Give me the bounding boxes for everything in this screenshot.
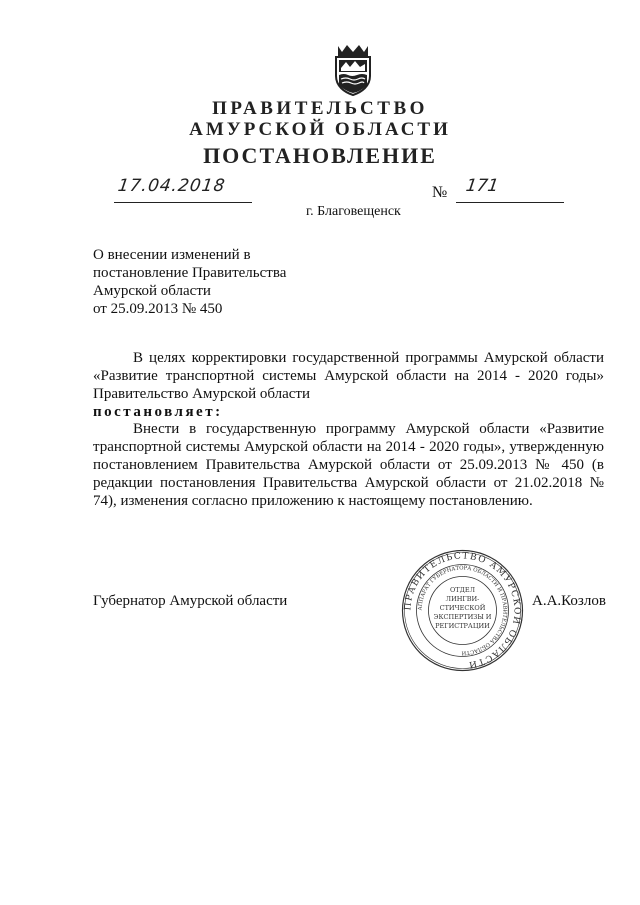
stamp-center-line: ЛИНГВИ-: [445, 595, 480, 603]
subject-line: О внесении изменений в: [93, 247, 251, 263]
official-stamp: [400, 548, 525, 673]
subject-line: Амурской области: [93, 283, 211, 299]
resolves-word: постановляет:: [93, 404, 223, 420]
main-paragraph: Внести в государственную программу Амурской области «Развитие транспортной системы Амурской области на 2014 - 2020 годы», утвержденную постановлением Правительства Амурской области от 25.09.2013 № 450 (в редакции постановления Правительства Амурской области от 21.02.2018 № 74), изменения согласно приложению к настоящему постановлению.: [93, 421, 604, 509]
signer-name: А.А.Козлов: [532, 593, 606, 609]
subject-line: от 25.09.2013 № 450: [93, 301, 223, 317]
government-title: ПРАВИТЕЛЬСТВО: [212, 98, 428, 119]
signer-role: Губернатор Амурской области: [93, 593, 288, 609]
preamble-text: В целях корректировки государственной программы Амурской области «Развитие транспортной системы Амурской области на 2014 - 2020 годы» Правительство Амурской области: [93, 350, 604, 402]
coat-of-arms-icon: [330, 40, 376, 96]
stamp-inner-text: АППАРАТ ГУБЕРНАТОРА ОБЛАСТИ И ПРАВИТЕЛЬСТВА ОБЛАСТИ: [417, 565, 508, 656]
document-subject: [93, 246, 286, 318]
city-name: г. Благовещенск: [306, 204, 401, 219]
number-label: №: [432, 184, 448, 201]
stamp-outer-text: ПРАВИТЕЛЬСТВО АМУРСКОЙ ОБЛАСТИ: [403, 551, 522, 670]
document-date: 17.04.2018: [116, 176, 227, 196]
stamp-center-line: СТИЧЕСКОЙ: [439, 604, 486, 612]
region-title: АМУРСКОЙ ОБЛАСТИ: [189, 119, 451, 140]
stamp-center-line: ЭКСПЕРТИЗЫ И: [433, 613, 492, 621]
stamp-center-line: ОТДЕЛ: [449, 586, 476, 594]
document-type-title: ПОСТАНОВЛЕНИЕ: [203, 143, 437, 168]
subject-line: постановление Правительства: [93, 265, 287, 281]
preamble-block: [93, 349, 604, 421]
document-number: 171: [464, 176, 500, 196]
stamp-center-line: РЕГИСТРАЦИИ: [435, 622, 490, 630]
